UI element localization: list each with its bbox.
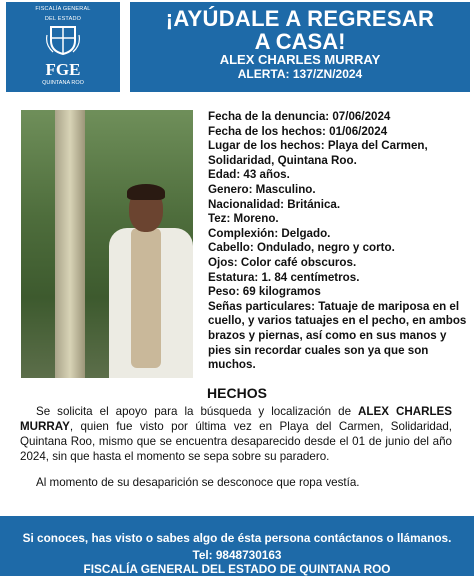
hechos-text-before: Se solicita el apoyo para la búsqueda y localización de bbox=[36, 405, 359, 418]
hechos-text-after: , quien fue visto por última vez en Playa del Carmen, Solidaridad, Quintana Roo, mismo que se encuentra desaparecido desde el 01 de junio del año 2024, sin que hasta el momento se sepa sobre su paradero. bbox=[20, 420, 452, 463]
person-name: ALEX CHARLES MURRAY bbox=[219, 52, 381, 67]
detail-complexion: Complexión: Delgado. bbox=[208, 226, 331, 240]
detail-estatura: Estatura: 1. 84 centímetros. bbox=[208, 270, 360, 284]
detail-edad: Edad: 43 años. bbox=[208, 168, 290, 182]
hechos-heading: HECHOS bbox=[207, 385, 267, 401]
missing-person-photo bbox=[21, 110, 193, 378]
detail-senas: Señas particulares: Tatuaje de mariposa en el cuello, y varios tatuajes en el pecho, en ambos brazos y piernas, así como en sus manos y pies sin recordar cuales son ya que son muchos. bbox=[208, 299, 467, 372]
scarf bbox=[131, 228, 161, 368]
detail-denuncia: Fecha de la denuncia: 07/06/2024 bbox=[208, 110, 391, 123]
footer-org: FISCALÍA GENERAL DEL ESTADO DE QUINTANA ROO bbox=[83, 562, 391, 576]
alert-number: ALERTA: 137/ZN/2024 bbox=[237, 67, 363, 81]
header bbox=[0, 0, 474, 92]
title-line2: A CASA! bbox=[254, 29, 346, 54]
logo-state: QUINTANA ROO bbox=[42, 80, 84, 86]
contact-phone[interactable]: Tel: 9848730163 bbox=[192, 548, 282, 562]
clothing-note: Al momento de su desaparición se desconoce que ropa vestía. bbox=[36, 476, 360, 489]
detail-genero: Genero: Masculino. bbox=[208, 182, 316, 196]
footer-banner bbox=[0, 516, 474, 576]
title-banner bbox=[130, 2, 470, 92]
person-details bbox=[208, 110, 470, 373]
shield-icon bbox=[45, 25, 81, 55]
detail-ojos: Ojos: Color café obscuros. bbox=[208, 255, 357, 269]
logo-org-line1: FISCALÍA GENERAL bbox=[35, 6, 91, 12]
logo-abbr: FGE bbox=[45, 60, 81, 79]
contact-message: Si conoces, has visto o sabes algo de ésta persona contáctanos o llámanos. bbox=[22, 531, 452, 545]
hechos-paragraph bbox=[20, 404, 452, 464]
palm-trunk bbox=[55, 110, 85, 378]
logo-org-line2: DEL ESTADO bbox=[44, 16, 82, 22]
detail-hechos-date: Fecha de los hechos: 01/06/2024 bbox=[208, 124, 388, 138]
hechos-person-name: ALEX CHARLES MURRAY bbox=[20, 405, 452, 433]
detail-cabello: Cabello: Ondulado, negro y corto. bbox=[208, 241, 395, 255]
person-figure bbox=[109, 188, 193, 378]
detail-lugar: Lugar de los hechos: Playa del Carmen, Solidaridad, Quintana Roo. bbox=[208, 139, 428, 167]
detail-peso: Peso: 69 kilogramos bbox=[208, 285, 321, 299]
hair bbox=[127, 184, 165, 200]
detail-tez: Tez: Moreno. bbox=[208, 212, 279, 226]
title-line1: ¡AYÚDALE A REGRESAR bbox=[165, 6, 435, 31]
fge-logo bbox=[6, 2, 120, 92]
detail-nacionalidad: Nacionalidad: Británica. bbox=[208, 197, 341, 211]
